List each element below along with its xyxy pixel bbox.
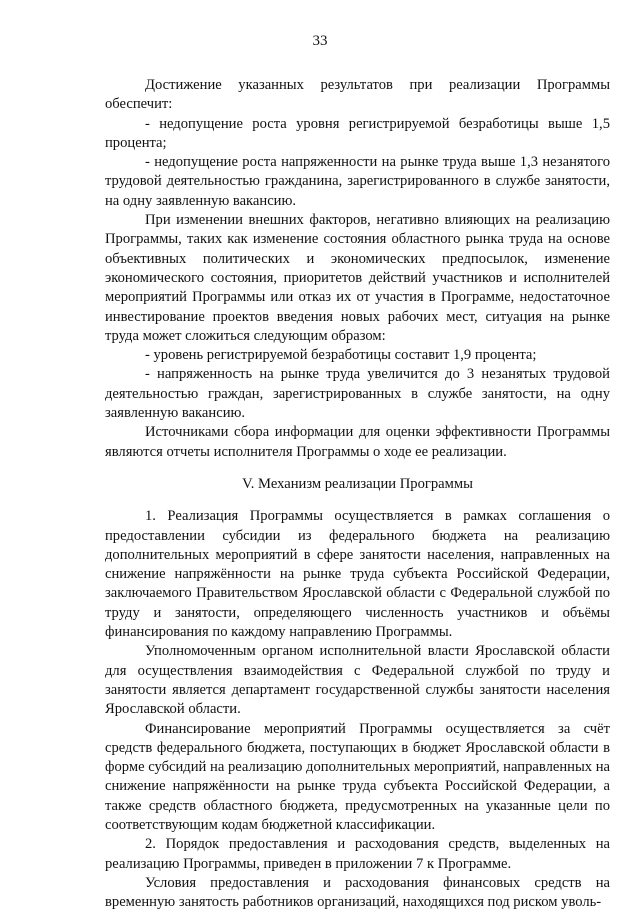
list-item: - недопущение роста напряженности на рынке труда выше 1,3 незанятого трудовой деятельностью гражданина, зарегистрированного в службе занятости, на одну заявленную вакансию. xyxy=(105,154,610,209)
paragraph: 1. Реализация Программы осуществляется в рамках соглашения о предоставлении субсидии из федерального бюджета на реализацию дополнительных мероприятий в сфере занятости населения, направленных на снижение напряжённости на рынке труда субъекта Российской Федерации, заключаемого Правительством Ярославской области с Федеральной службой по труду и занятости, определяющего численность участников и объёмы финансирования по каждому направлению Программы. xyxy=(105,508,610,641)
paragraph: 2. Порядок предоставления и расходования средств, выделенных на реализацию Программы, приведен в приложении 7 к Программе. xyxy=(105,836,610,872)
paragraph: Финансирование мероприятий Программы осуществляется за счёт средств федерального бюджета, поступающих в бюджет Ярославской области в форме субсидий на реализацию дополнительных мероприятий, направленных на снижение напряжённости на рынке труда субъекта Российской Федерации, а также средств областного бюджета, предусмотренных на указанные цели по соответствующим кодам бюджетной классификации. xyxy=(105,720,610,833)
list-item: - напряженность на рынке труда увеличится до 3 незанятых трудовой деятельностью граждан, зарегистрированных в службе занятости, на одну заявленную вакансию. xyxy=(105,366,610,422)
paragraph: Источниками сбора информации для оценки эффективности Программы являются отчеты исполнителя Программы о ходе ее реализации. xyxy=(105,424,610,460)
paragraph: Условия предоставления и расходования финансовых средств на временную занятость работников организаций, находящихся под риском уволь- xyxy=(105,874,610,911)
paragraph: При изменении внешних факторов, негативно влияющих на реализацию Программы, таких как изменение состояния областного рынка труда на основе объективных политических и экономических предпосылок, изменение экономического состояния, приоритетов действий участников и исполнителей мероприятий Программы или отказ их от участия в Программе, недостаточное инвестирование проектов введения новых рабочих мест, ситуация на рынке труда может сложиться следующим образом: xyxy=(105,212,610,344)
section-heading: V. Механизм реализации Программы xyxy=(242,475,473,492)
page-number: 33 xyxy=(312,33,328,49)
paragraph: Достижение указанных результатов при реализации Программы обеспечит: xyxy=(105,77,610,113)
page-content xyxy=(105,76,610,912)
list-item: - уровень регистрируемой безработицы составит 1,9 процента; xyxy=(145,347,537,364)
list-item: - недопущение роста уровня регистрируемой безработицы выше 1,5 процента; xyxy=(105,115,610,151)
paragraph: Уполномоченным органом исполнительной власти Ярославской области для осуществления взаимодействия с Федеральной службой по труду и занятости является департамент государственной службы занятости населения Ярославской области. xyxy=(105,643,610,718)
